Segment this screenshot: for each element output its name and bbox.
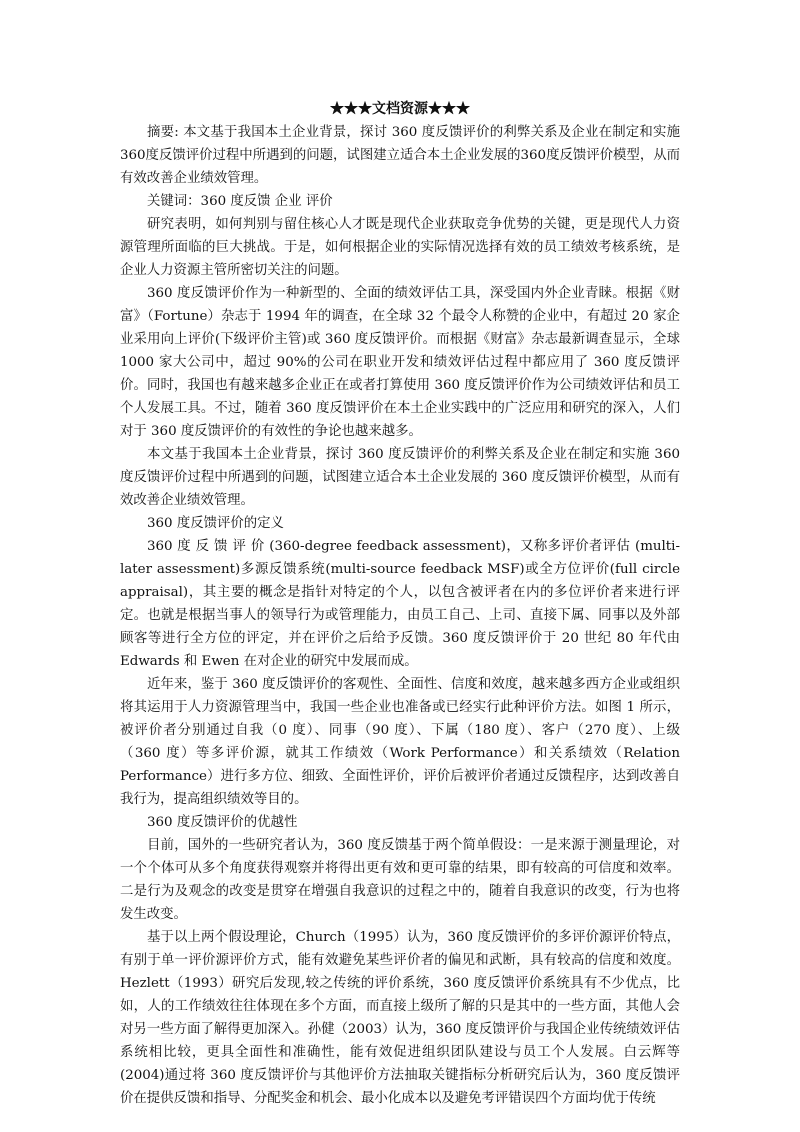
abstract-paragraph: 摘要: 本文基于我国本土企业背景，探讨 360 度反馈评价的利弊关系及企业在制定和实施360度反馈评价过程中所遇到的问题，试图建立适合本土企业发展的360度反馈评价模型，从而有效改善企业绩效管理。 (120, 125, 680, 186)
body-paragraph: 基于以上两个假设理论，Church（1995）认为，360 度反馈评价的多评价源评价特点，有别于单一评价源评价方式，能有效避免某些评价者的偏见和武断，具有较高的信度和效度。Hezlett（1993）研究后发现,较之传统的评价系统，360 度反馈评价系统具有不少优点，比如，人的工作绩效往往体现在多个方面，而直接上级所了解的只是其中的一些方面，其他人会对另一些方面了解得更加深入。孙健（2003）认为，360 度反馈评价与我国企业传统绩效评估系统相比较，更具全面性和准确性，能有效促进组织团队建设与员工个人发展。白云辉等(2004)通过将 360 度反馈评价与其他评价方法抽取关键指标分析研究后认为，360 度反馈评价在提供反馈和指导、分配奖金和机会、最小化成本以及避免考评错误四个方面均优于传统 (120, 930, 680, 1106)
document-page (120, 98, 680, 1110)
section-heading-definition: 360 度反馈评价的定义 (147, 516, 284, 531)
document-header: ★★★文档资源★★★ (330, 101, 470, 117)
body-paragraph: 近年来，鉴于 360 度反馈评价的客观性、全面性、信度和效度，越来越多西方企业或组织将其运用于人力资源管理当中，我国一些企业也准备或已经实行此种评价方法。如图 1 所示，被评价者分别通过自我（0 度）、同事（90 度）、下属（180 度）、客户（270 度）、上级（360 度）等多评价源，就其工作绩效（Work Performance）和关系绩效（Relation Performance）进行多方位、细致、全面性评价，评价后被评价者通过反馈程序，达到改善自我行为，提高组织绩效等目的。 (120, 677, 680, 807)
body-paragraph: 目前，国外的一些研究者认为，360 度反馈基于两个简单假设：一是来源于测量理论，对一个个体可从多个角度获得观察并将得出更有效和更可靠的结果，即有较高的可信度和效率。二是行为及观念的改变是贯穿在增强自我意识的过程之中的，随着自我意识的改变，行为也将发生改变。 (120, 838, 680, 922)
body-paragraph: 360 度反馈评价作为一种新型的、全面的绩效评估工具，深受国内外企业青睐。根据《财富》（Fortune）杂志于 1994 年的调查，在全球 32 个最令人称赞的企业中，有超过 20 家企业采用向上评价(下级评价主管)或 360 度反馈评价。而根据《财富》杂志最新调查显示，全球 1000 家大公司中，超过 90%的公司在职业开发和绩效评估过程中都应用了 360 度反馈评价。同时，我国也有越来越多企业正在或者打算使用 360 度反馈评价作为公司绩效评估和员工个人发展工具。不过，随着 360 度反馈评价在本土企业实践中的广泛应用和研究的深入，人们对于 360 度反馈评价的有效性的争论也越来越多。 (120, 286, 680, 439)
section-heading-advantages: 360 度反馈评价的优越性 (147, 815, 298, 830)
body-paragraph: 360 度 反 馈 评 价 (360-degree feedback assessment)，又称多评价者评估 (multi-later assessment)多源反馈系统(multi-source feedback MSF)或全方位评价(full circle appraisal)，其主要的概念是指针对特定的个人，以包含被评者在内的多位评价者来进行评定。也就是根据当事人的领导行为或管理能力，由员工自己、上司、直接下属、同事以及外部顾客等进行全方位的评定，并在评价之后给予反馈。360 度反馈评价于 20 世纪 80 年代由 Edwards 和 Ewen 在对企业的研究中发展而成。 (120, 539, 680, 669)
body-paragraph: 本文基于我国本土企业背景，探讨 360 度反馈评价的利弊关系及企业在制定和实施 360 度反馈评价过程中所遇到的问题，试图建立适合本土企业发展的 360 度反馈评价模型，从而有效改善企业绩效管理。 (120, 447, 680, 508)
keywords-line: 关键词：360 度反馈 企业 评价 (147, 194, 333, 209)
body-paragraph: 研究表明，如何判别与留住核心人才既是现代企业获取竞争优势的关键，更是现代人力资源管理所面临的巨大挑战。于是，如何根据企业的实际情况选择有效的员工绩效考核系统，是企业人力资源主管所密切关注的问题。 (120, 217, 680, 278)
